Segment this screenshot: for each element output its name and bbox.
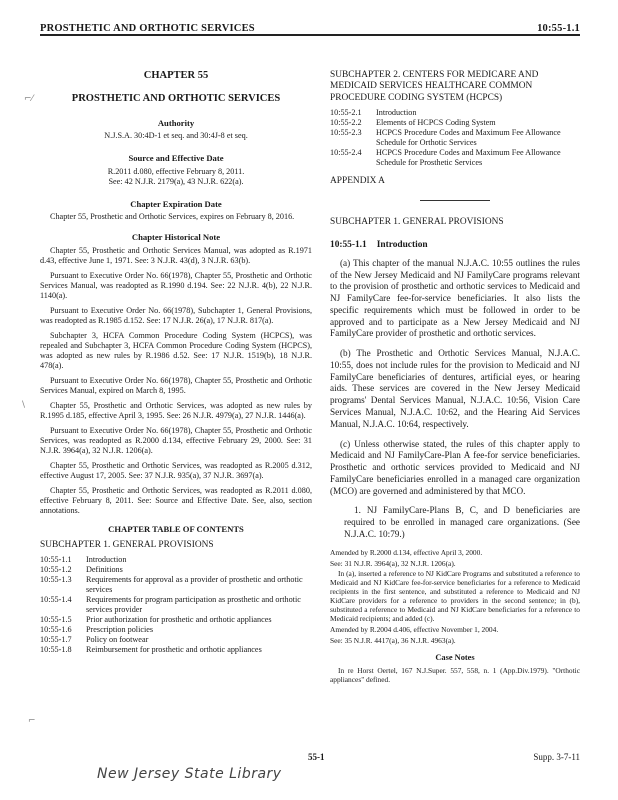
expiration-text: Chapter 55, Prosthetic and Orthotic Services, expires on February 8, 2016.: [50, 212, 295, 222]
toc-heading: CHAPTER TABLE OF CONTENTS: [108, 523, 244, 534]
source-line: See: 42 N.J.R. 2179(a), 43 N.J.R. 622(a).: [108, 176, 244, 186]
right-column: [330, 70, 580, 686]
scan-mark: ⌐: [28, 716, 36, 726]
running-header: [40, 14, 580, 36]
toc-entry[interactable]: 10:55-1.5 Prior authorization for prosthetic and orthotic appliances: [40, 615, 272, 625]
header-section: 10:55-1.1: [537, 23, 580, 34]
body-subparagraph: 1. NJ FamilyCare-Plans B, C, and D beneficiaries are required to be enrolled in managed care organizations. (See N.J.A.C. 10:79.): [344, 505, 580, 539]
supplement-date: Supp. 3-7-11: [533, 752, 580, 762]
section-title: Introduction: [376, 240, 428, 251]
toc-entry[interactable]: 10:55-1.2 Definitions: [40, 565, 123, 575]
history-note: Chapter 55, Prosthetic and Orthotic Services Manual, was adopted as R.1971 d.43, effective June 1, 1971. See: 3 N.J.R. 43(d), 3 N.J.R. 63(b).: [40, 245, 312, 265]
scan-mark: \: [22, 400, 26, 410]
library-stamp: New Jersey State Library: [97, 766, 282, 782]
chapter-number: CHAPTER 55: [143, 70, 209, 81]
authority-text: N.J.S.A. 30:4D-1 et seq. and 30:4J-8 et seq.: [104, 131, 248, 141]
history-note: Pursuant to Executive Order No. 66(1978), Chapter 55, Prosthetic and Orthotic Services Manual, was readopted as R.1990 d.194. See: 22 N.J.R. 4(b), 22 N.J.R. 1140(a).: [40, 270, 312, 300]
toc-list-2: [330, 108, 580, 168]
header-title: PROSTHETIC AND ORTHOTIC SERVICES: [40, 23, 255, 34]
history-note: Pursuant to Executive Order No. 66(1978), Chapter 55, Prosthetic and Orthotic Services, was readopted as R.2000 d.134, effective February 29, 2000. See: 31 N.J.R. 3964(a), 32 N.J.R. 1206(a).: [40, 425, 312, 455]
toc-entry[interactable]: 10:55-1.3 Requirements for approval as a provider of prosthetic and orthotic services: [40, 575, 303, 595]
left-column: [40, 70, 312, 663]
page-number: 55-1: [308, 752, 325, 762]
amendment-note: Amended by R.2004 d.406, effective November 1, 2004.: [330, 624, 499, 634]
body-paragraph: (c) Unless otherwise stated, the rules of this chapter apply to Medicaid and NJ FamilyCare-Plan A fee-for service beneficiaries. Prosthetic and orthotic services provided to Medicaid and NJ FamilyCare beneficiaries enrolled in a managed care organization (MCO) are governed and administered by that MCO.: [330, 438, 580, 496]
amendment-text: In (a), inserted a reference to NJ KidCare Programs and substituted a reference to Medicaid and NJ KidCare fee-for-service beneficiaries for a reference to Medicaid recipients in the first sentence, and substituted a reference to Medicaid and NJ KidCare providers for a reference to providers in the second sentence; in (b), substituted a reference to Medicaid and NJ KidCare beneficiaries for a reference to Medicaid recipients; and added (c).: [330, 569, 580, 623]
history-note: Pursuant to Executive Order No. 66(1978), Chapter 55, Prosthetic and Orthotic Services Manual, expired on March 8, 1995.: [40, 375, 312, 395]
appendix-link[interactable]: APPENDIX A: [330, 176, 385, 187]
authority-heading: Authority: [157, 117, 195, 128]
toc-entry[interactable]: 10:55-1.7 Policy on footwear: [40, 635, 149, 645]
amendment-note: Amended by R.2000 d.134, effective April 3, 2000.: [330, 547, 483, 557]
history-note: Subchapter 3, HCFA Common Procedure Coding System (HCPCS), was repealed and Subchapter 3, HCFA Common Procedure Coding System (HCPCS), was adopted as new rules by R.1986 d.52. See: 17 N.J.R. 1519(b), 18 N.J.R. 478(a).: [40, 330, 312, 370]
history-note: Chapter 55, Prosthetic and Orthotic Services, was adopted as new rules by R.1995 d.185, effective April 3, 1995. See: 26 N.J.R. 4979(a), 27 N.J.R. 1446(a).: [40, 400, 312, 420]
toc-entry[interactable]: 10:55-1.6 Prescription policies: [40, 625, 154, 635]
scan-mark: ⌐⁄: [24, 94, 34, 104]
body-paragraph: (a) This chapter of the manual N.J.A.C. 10:55 outlines the rules of the New Jersey Medicaid and NJ FamilyCare programs relevant to the provision of prosthetic and orthotic services to Medicaid and NJ FamilyCare fee-for-service beneficiaries. It also lists the specific requirements which must be followed in order to be approved and to participate as a New Jersey Medicaid and NJ FamilyCare provider of prosthetic and orthotic services.: [330, 257, 580, 339]
case-note: In re Horst Oertel, 167 N.J.Super. 557, 558, n. 1 (App.Div.1979). "Orthotic appliances" defined.: [330, 665, 580, 684]
source-heading: Source and Effective Date: [128, 153, 224, 164]
toc-subchapter-1: SUBCHAPTER 1. GENERAL PROVISIONS: [40, 540, 214, 551]
subchapter-heading: SUBCHAPTER 1. GENERAL PROVISIONS: [330, 216, 504, 227]
toc-subchapter-2: SUBCHAPTER 2. CENTERS FOR MEDICARE AND MEDICAID SERVICES HEALTHCARE COMMON PROCEDURE CODING SYSTEM (HCPCS): [330, 70, 539, 103]
chapter-title: PROSTHETIC AND ORTHOTIC SERVICES: [71, 92, 281, 104]
history-note: Chapter 55, Prosthetic and Orthotic Services, was readopted as R.2011 d.080, effective February 8, 2011. See: Source and Effective Date. See, also, section annotations.: [40, 485, 312, 515]
toc-entry[interactable]: 10:55-1.4 Requirements for program participation as prosthetic and orthotic services provider: [40, 595, 301, 615]
amendment-see: See: 35 N.J.R. 4417(a), 36 N.J.R. 4963(a).: [330, 635, 456, 645]
toc-entry[interactable]: 10:55-1.1 Introduction: [40, 555, 127, 565]
expiration-heading: Chapter Expiration Date: [130, 198, 222, 209]
toc-entry[interactable]: 10:55-2.4 HCPCS Procedure Codes and Maximum Fee Allowance Schedule for Prosthetic Services: [330, 148, 561, 168]
body-paragraph: (b) The Prosthetic and Orthotic Services Manual, N.J.A.C. 10:55, does not include rules for the provision to Medicaid and NJ FamilyCare beneficiaries of dentures, artificial eyes, or hearing aids. These services are covered in the New Jersey Medicaid programs' Dental Services Manual, N.J.A.C. 10:56, Vision Care Services Manual, N.J.A.C. 10:62, and the Hearing Aid Services Manual, N.J.A.C. 10:64, respectively.: [330, 348, 580, 429]
history-note: Pursuant to Executive Order No. 66(1978), Subchapter 1, General Provisions, was readopted as R.1985 d.152. See: 17 N.J.R. 26(a), 17 N.J.R. 817(a).: [40, 305, 312, 325]
amendment-see: See: 31 N.J.R. 3964(a), 32 N.J.R. 1206(a).: [330, 558, 456, 568]
section-heading: [330, 240, 580, 251]
history-heading: Chapter Historical Note: [131, 232, 221, 243]
toc-entry[interactable]: 10:55-1.8 Reimbursement for prosthetic and orthotic appliances: [40, 645, 262, 655]
section-divider: [420, 200, 490, 201]
history-note: Chapter 55, Prosthetic and Orthotic Services, was readopted as R.2005 d.312, effective August 17, 2005. See: 37 N.J.R. 935(a), 37 N.J.R. 3697(a).: [40, 460, 312, 480]
source-line: R.2011 d.080, effective February 8, 2011.: [107, 166, 245, 176]
case-notes-heading: Case Notes: [435, 653, 475, 663]
toc-entry[interactable]: 10:55-2.3 HCPCS Procedure Codes and Maximum Fee Allowance Schedule for Orthotic Services: [330, 128, 561, 148]
section-number: 10:55-1.1: [330, 240, 367, 251]
toc-entry[interactable]: 10:55-2.2 Elements of HCPCS Coding System: [330, 118, 496, 128]
toc-list-1: [40, 555, 312, 655]
toc-entry[interactable]: 10:55-2.1 Introduction: [330, 108, 417, 118]
